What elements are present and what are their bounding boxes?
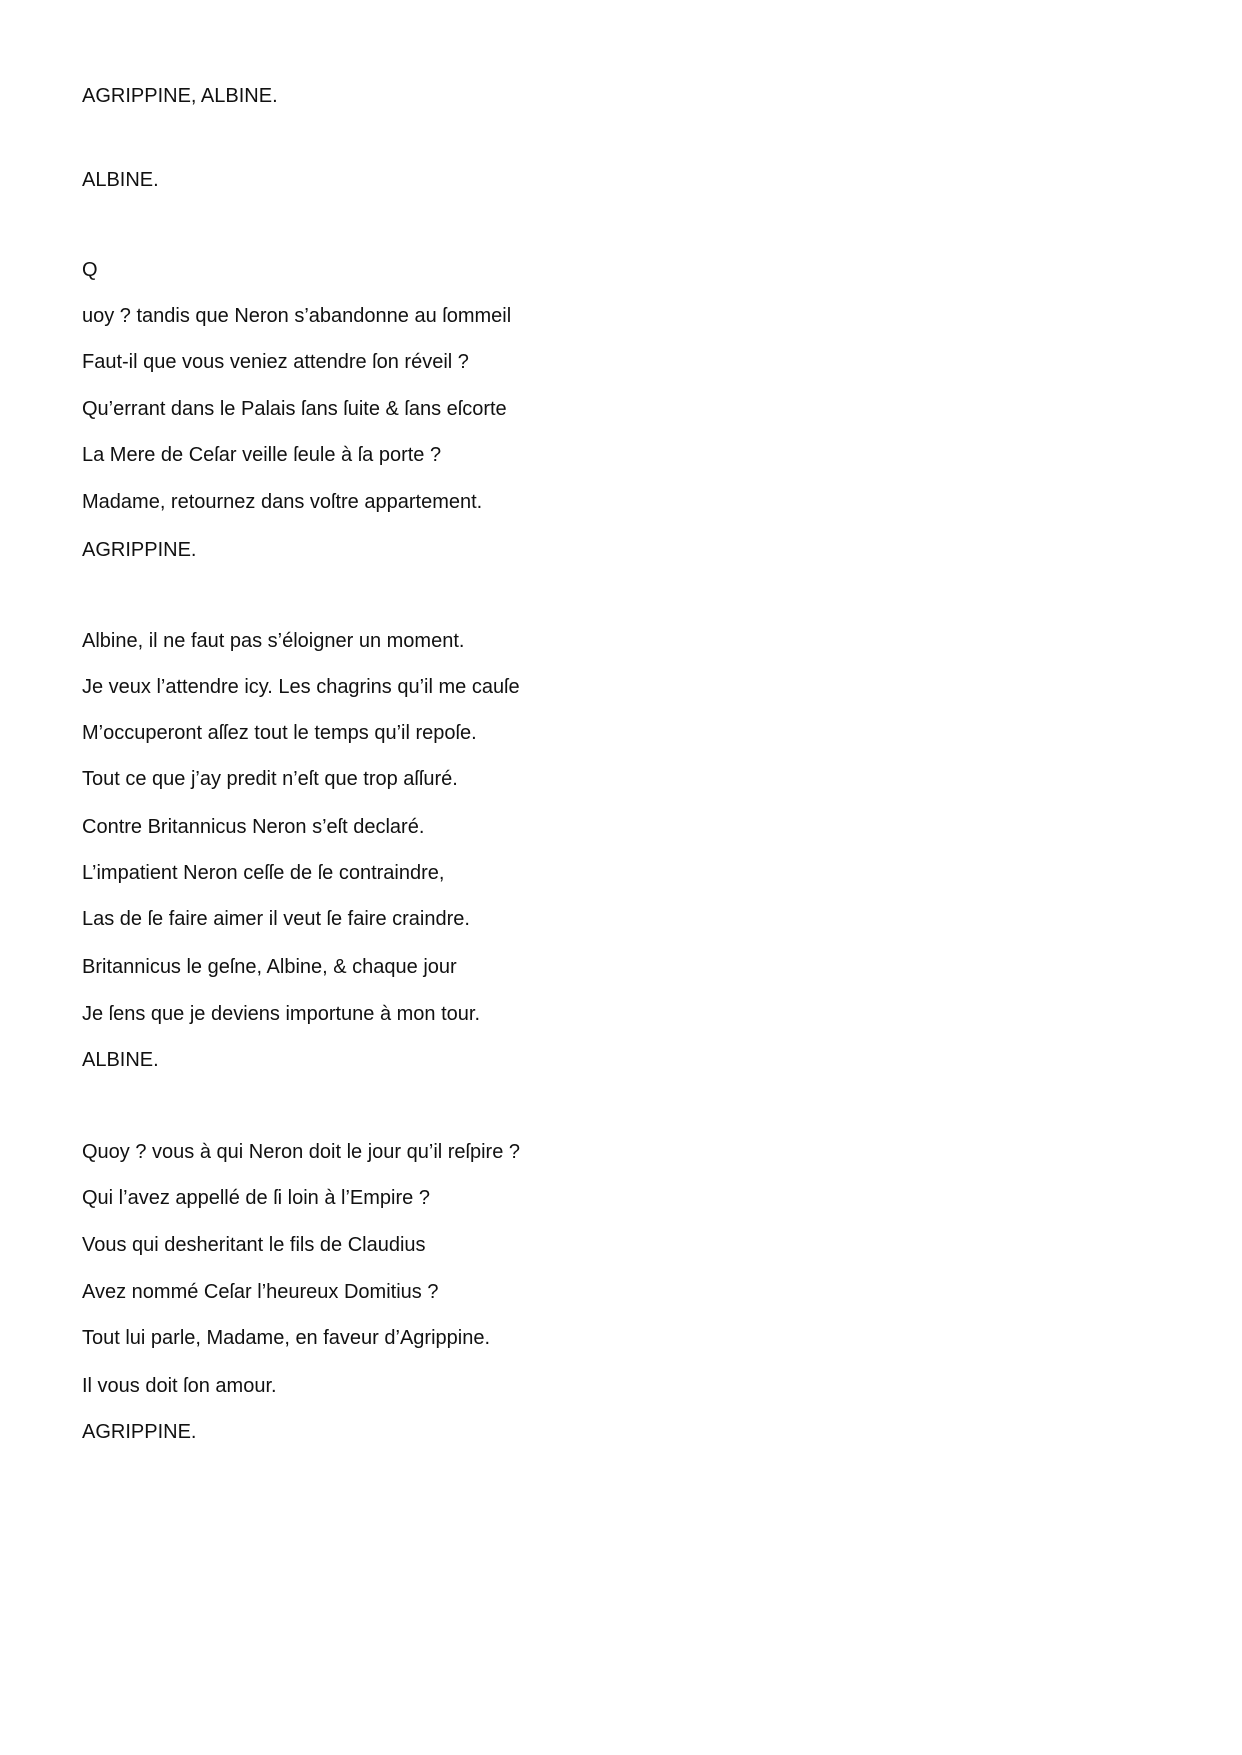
- verse-line: La Mere de Ceſar veille ſeule à ſa porte ?: [82, 444, 442, 466]
- speaker-label: AGRIPPINE.: [82, 1421, 197, 1443]
- speaker-label: ALBINE.: [82, 1049, 159, 1071]
- verse-line: Avez nommé Ceſar l’heureux Domitius ?: [82, 1281, 439, 1303]
- verse-line: Faut-il que vous veniez attendre ſon réveil ?: [82, 351, 469, 373]
- verse-line: M’occuperont aſſez tout le temps qu’il repoſe.: [82, 722, 477, 744]
- verse-line: Je ſens que je deviens importune à mon tour.: [82, 1003, 481, 1025]
- verse-line: Las de ſe faire aimer il veut ſe faire craindre.: [82, 908, 470, 930]
- speaker-label: AGRIPPINE.: [82, 539, 197, 561]
- verse-line: Qui l’avez appellé de ſi loin à l’Empire ?: [82, 1187, 430, 1209]
- speaker-label: ALBINE.: [82, 169, 159, 191]
- verse-line: Quoy ? vous à qui Neron doit le jour qu’il reſpire ?: [82, 1141, 521, 1163]
- verse-line: uoy ? tandis que Neron s’abandonne au ſommeil: [82, 305, 512, 327]
- verse-line: Il vous doit ſon amour.: [82, 1375, 277, 1397]
- verse-line: Albine, il ne faut pas s’éloigner un moment.: [82, 630, 465, 652]
- verse-line: L’impatient Neron ceſſe de ſe contraindre,: [82, 862, 445, 884]
- verse-line: Tout lui parle, Madame, en faveur d’Agrippine.: [82, 1327, 491, 1349]
- verse-line: Britannicus le geſne, Albine, & chaque jour: [82, 956, 457, 978]
- verse-line: Contre Britannicus Neron s’eſt declaré.: [82, 816, 425, 838]
- verse-line: Madame, retournez dans voſtre appartement.: [82, 491, 483, 513]
- verse-line: Vous qui desheritant le fils de Claudius: [82, 1234, 426, 1256]
- verse-line: Tout ce que j’ay predit n’eſt que trop aſſuré.: [82, 768, 458, 790]
- verse-line: Je veux l’attendre icy. Les chagrins qu’il me cauſe: [82, 676, 520, 698]
- drop-initial: Q: [82, 259, 98, 281]
- verse-line: Qu’errant dans le Palais ſans ſuite & ſans eſcorte: [82, 398, 507, 420]
- speaker-heading: AGRIPPINE, ALBINE.: [82, 85, 278, 107]
